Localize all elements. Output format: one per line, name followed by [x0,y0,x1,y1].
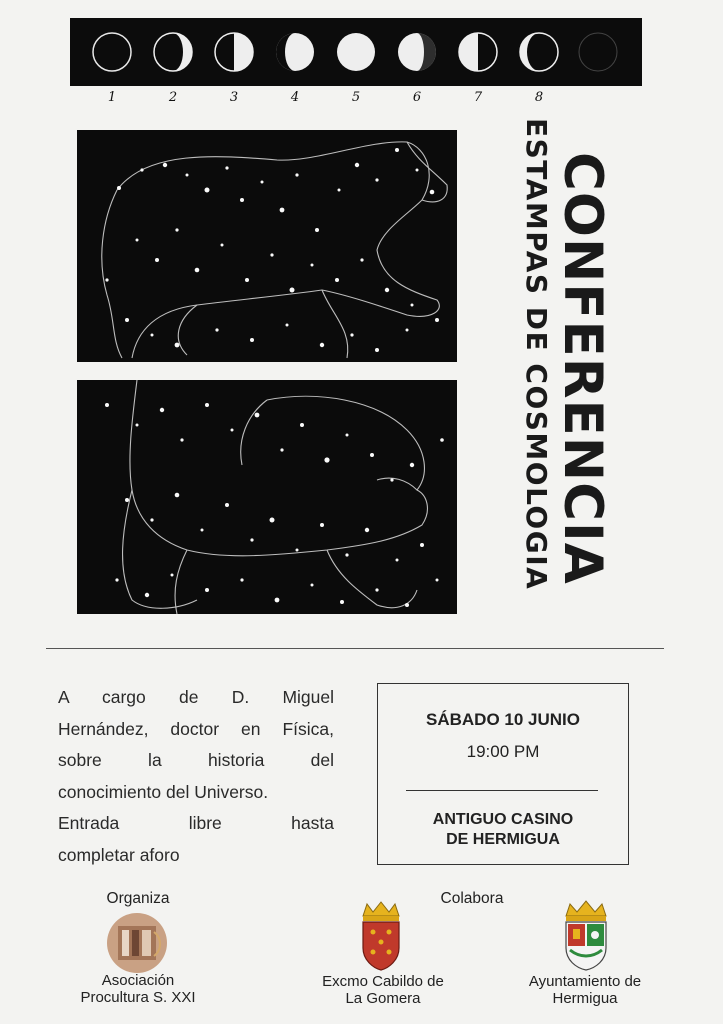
venue-line-2: DE HERMIGUA [446,831,560,848]
moon-number-2: 2 [168,90,178,105]
moon-phases-illustration [70,18,642,86]
description-line: completar aforo [58,844,180,865]
ayuntamiento-hermigua-crest [560,898,612,972]
hermigua-name-line-1: Ayuntamiento de [528,973,642,990]
organizer-label: Organiza [106,890,170,907]
moon-phase-6 [398,33,436,71]
moon-number-4: 4 [290,90,300,105]
moon-number-6: 6 [412,90,422,105]
venue-line-1: ANTIGUO CASINO [432,811,574,828]
event-description [58,682,334,871]
moon-phase-4 [276,33,314,71]
moon-phase-5 [337,33,375,71]
moon-phase-1 [93,33,131,71]
event-time: 19:00 PM [466,742,540,761]
cabildo-la-gomera-crest [357,898,405,972]
moon-number-7: 7 [473,90,483,105]
description-line: conocimiento del Universo. [58,781,269,802]
event-venue [378,810,628,850]
description-line: Entrada libre hasta [58,813,334,833]
title-conferencia: CONFERENCIA [552,152,613,585]
moon-phases-strip [70,18,642,86]
organizer-name-line-1: Asociación [101,972,175,989]
organizer-name-line-2: Procultura S. XXI [80,989,196,1006]
description-line: A cargo de D. Miguel [58,687,334,707]
event-date: SÁBADO 10 JUNIO [426,710,580,729]
cabildo-crest-icon [357,898,405,972]
moon-phase-7 [459,33,497,71]
collaborator-label: Colabora [440,890,504,907]
lion-constellation-illustration [77,380,457,614]
moon-number-5: 5 [351,90,361,105]
moon-phase-2 [154,33,192,71]
ursa-major-constellation-image [77,130,457,362]
organizer-name [40,972,236,1006]
procultura-logo [106,912,168,974]
moon-number-8: 8 [534,90,544,105]
moon-phase-9 [579,33,617,71]
procultura-logo-icon [106,912,168,974]
collaborator-cabildo-name [302,973,464,1007]
collaborator-hermigua-name [500,973,670,1007]
description-line: Hernández, doctor en Física, [58,718,334,739]
subtitle-estampas-de-cosmologia: ESTAMPAS DE COSMOLOGIA [520,118,553,591]
moon-number-1: 1 [107,90,117,105]
moon-number-3: 3 [229,90,239,105]
section-divider [46,648,664,649]
moon-phase-3 [215,33,253,71]
event-box-divider [406,790,598,791]
moon-phase-8 [520,33,558,71]
leo-constellation-image [77,380,457,614]
description-line: sobre la historia del [58,750,334,770]
hermigua-name-line-2: Hermigua [552,990,618,1007]
event-info-box [377,683,629,865]
cabildo-name-line-1: Excmo Cabildo de [322,973,444,990]
bear-constellation-illustration [77,130,457,362]
cabildo-name-line-2: La Gomera [345,990,421,1007]
hermigua-crest-icon [560,898,612,972]
